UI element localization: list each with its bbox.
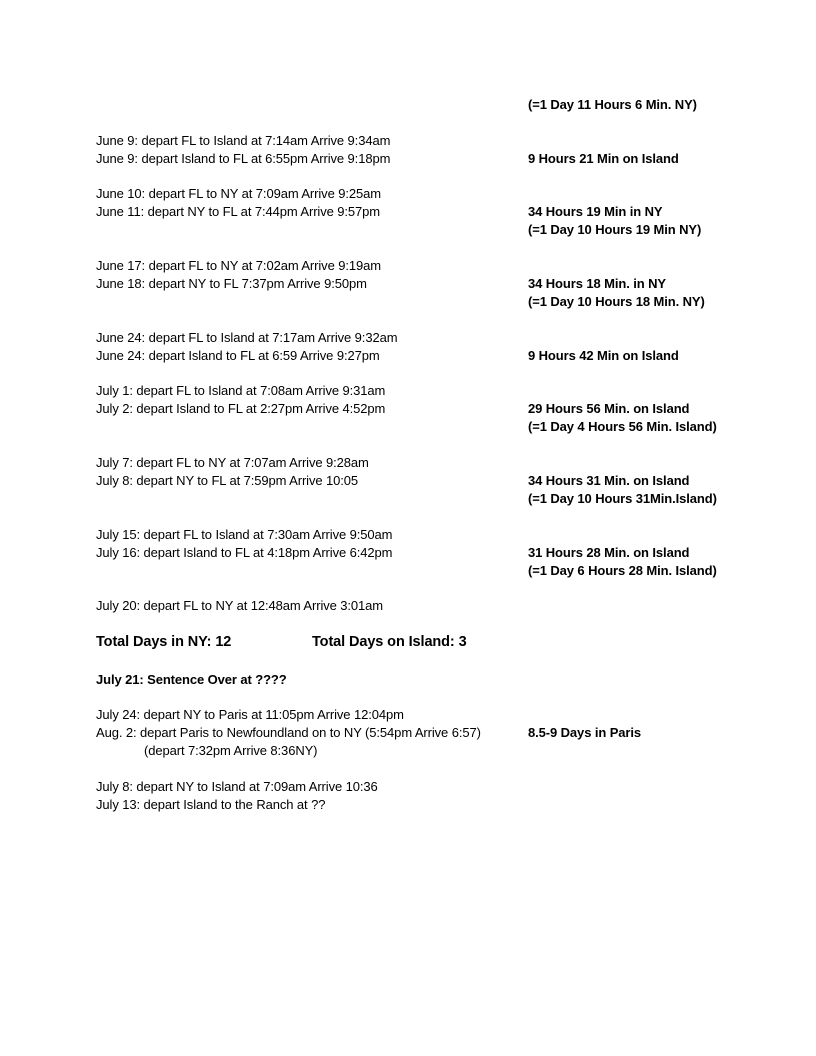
trip-line: June 24: depart FL to Island at 7:17am Arrive 9:32am <box>96 330 398 345</box>
trip-line: June 10: depart FL to NY at 7:09am Arrive 9:25am <box>96 186 381 201</box>
trip-line: June 11: depart NY to FL at 7:44pm Arrive 9:57pm <box>96 204 381 219</box>
duration-line: 29 Hours 56 Min. on Island <box>528 401 690 416</box>
trip-line: Aug. 2: depart Paris to Newfoundland on to NY (5:54pm Arrive 6:57) <box>96 725 481 740</box>
duration-line: (=1 Day 6 Hours 28 Min. Island) <box>528 563 717 578</box>
duration-line: (=1 Day 10 Hours 18 Min. NY) <box>528 294 705 309</box>
trip-line: July 16: depart Island to FL at 4:18pm Arrive 6:42pm <box>96 545 393 560</box>
duration-line: (=1 Day 10 Hours 19 Min NY) <box>528 222 702 237</box>
duration-line: 34 Hours 31 Min. on Island <box>528 473 690 488</box>
trip-line: June 18: depart NY to FL 7:37pm Arrive 9:50pm <box>96 276 367 291</box>
total-days-island: Total Days on Island: 3 <box>312 634 467 650</box>
trip-line: July 2: depart Island to FL at 2:27pm Arrive 4:52pm <box>96 401 386 416</box>
trip-line: July 7: depart FL to NY at 7:07am Arrive 9:28am <box>96 455 369 470</box>
paris-duration: 8.5-9 Days in Paris <box>528 725 641 740</box>
trip-line: July 24: depart NY to Paris at 11:05pm Arrive 12:04pm <box>96 707 404 722</box>
duration-line: 31 Hours 28 Min. on Island <box>528 545 690 560</box>
trip-line: July 8: depart NY to Island at 7:09am Arrive 10:36 <box>96 779 378 794</box>
duration-line: 9 Hours 42 Min on Island <box>528 348 679 363</box>
duration-line: 34 Hours 18 Min. in NY <box>528 276 666 291</box>
trip-line: July 13: depart Island to the Ranch at ?? <box>96 797 326 812</box>
trip-line: June 17: depart FL to NY at 7:02am Arrive 9:19am <box>96 258 381 273</box>
duration-line: (=1 Day 10 Hours 31Min.Island) <box>528 491 717 506</box>
trip-line: July 8: depart NY to FL at 7:59pm Arrive 10:05 <box>96 473 359 488</box>
duration-line: (=1 Day 4 Hours 56 Min. Island) <box>528 419 717 434</box>
trip-line: July 20: depart FL to NY at 12:48am Arrive 3:01am <box>96 598 384 613</box>
header-duration: (=1 Day 11 Hours 6 Min. NY) <box>528 97 697 112</box>
total-days-ny: Total Days in NY: 12 <box>96 634 232 650</box>
trip-line: June 9: depart FL to Island at 7:14am Arrive 9:34am <box>96 133 391 148</box>
trip-line: July 15: depart FL to Island at 7:30am Arrive 9:50am <box>96 527 393 542</box>
trip-line: June 24: depart Island to FL at 6:59 Arrive 9:27pm <box>96 348 380 363</box>
sentence-over: July 21: Sentence Over at ???? <box>96 672 287 687</box>
duration-line: 9 Hours 21 Min on Island <box>528 151 679 166</box>
duration-line: 34 Hours 19 Min in NY <box>528 204 663 219</box>
trip-line: June 9: depart Island to FL at 6:55pm Arrive 9:18pm <box>96 151 391 166</box>
trip-line-continuation: (depart 7:32pm Arrive 8:36NY) <box>144 743 318 758</box>
trip-line: July 1: depart FL to Island at 7:08am Arrive 9:31am <box>96 383 386 398</box>
